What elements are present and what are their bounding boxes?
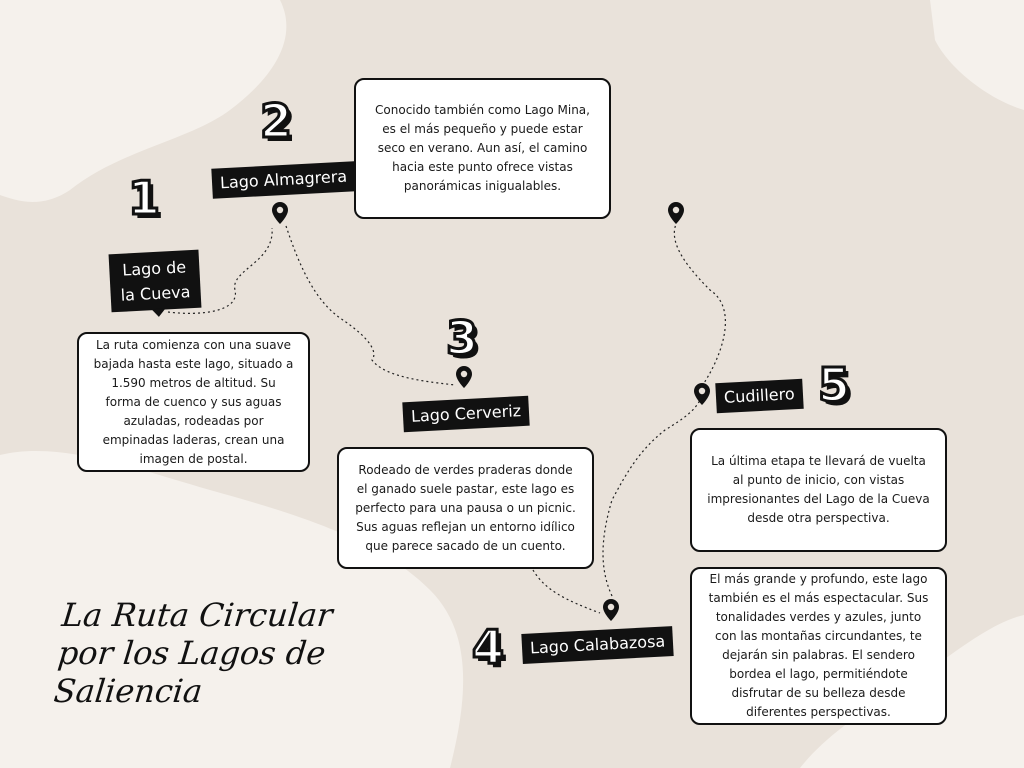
step-number-2: 2 [260,94,293,148]
description-card-3 [337,447,594,569]
label-pointer [151,308,165,317]
description-card-2 [354,78,611,219]
stop-label-line: la Cueva [120,282,191,305]
description-card-1 [77,332,310,472]
step-number-3: 3 [446,311,479,365]
map-pin-icon [602,598,620,622]
route-segment-2-3 [286,226,455,385]
stop-label-line: Lago de [121,257,187,280]
description-text: El más grande y profundo, este lago también es el más espectacular. Sus tonalidades verdes y azules, junto con las montañas circundantes, te dejarán sin palabras. El sendero bordea el lago, permitiéndote disfrutar de su belleza desde diferentes perspectivas. [708,572,929,719]
map-pin-icon [667,201,685,225]
route-segment-4-5 [603,400,700,596]
map-pin-icon [693,382,711,406]
description-card-4 [690,567,947,725]
description-text: Conocido también como Lago Mina, es el más pequeño y puede estar seco en verano. Aun así, el camino hacia este punto ofrece vistas panorámicas inigualables. [375,103,590,193]
stop-label-lago-de-la-cueva [109,250,202,313]
description-text: La última etapa te llevará de vuelta al punto de inicio, con vistas impresionantes del Lago de la Cueva desde otra perspectiva. [707,454,930,525]
description-card-5 [690,428,947,552]
step-number-4: 4 [472,620,505,674]
stop-label-cudillero: Cudillero [715,379,803,413]
step-number-5: 5 [818,358,851,412]
description-text: La ruta comienza con una suave bajada hasta este lago, situado a 1.590 metros de altitud. Su forma de cuenco y sus aguas azuladas, rodeadas por empinadas laderas, crean una imagen de postal. [93,337,294,466]
stop-label-lago-cerveriz: Lago Cerveriz [402,396,529,433]
description-text: Rodeado de verdes praderas donde el ganado suele pastar, este lago es perfecto para una pausa o un picnic. Sus aguas reflejan un entorno idílico que parece sacado de un cuento. [355,462,576,553]
stop-label-lago-calabazosa: Lago Calabazosa [521,626,674,664]
route-segment-5-end [674,224,725,386]
map-pin-icon [271,201,289,225]
step-number-1: 1 [128,171,161,225]
page-title: La Ruta Circular por los Lagos de Saliencia [52,596,335,710]
stop-label-lago-almagrera: Lago Almagrera [211,161,356,198]
route-segment-3-4 [533,570,600,613]
map-pin-icon [455,365,473,389]
